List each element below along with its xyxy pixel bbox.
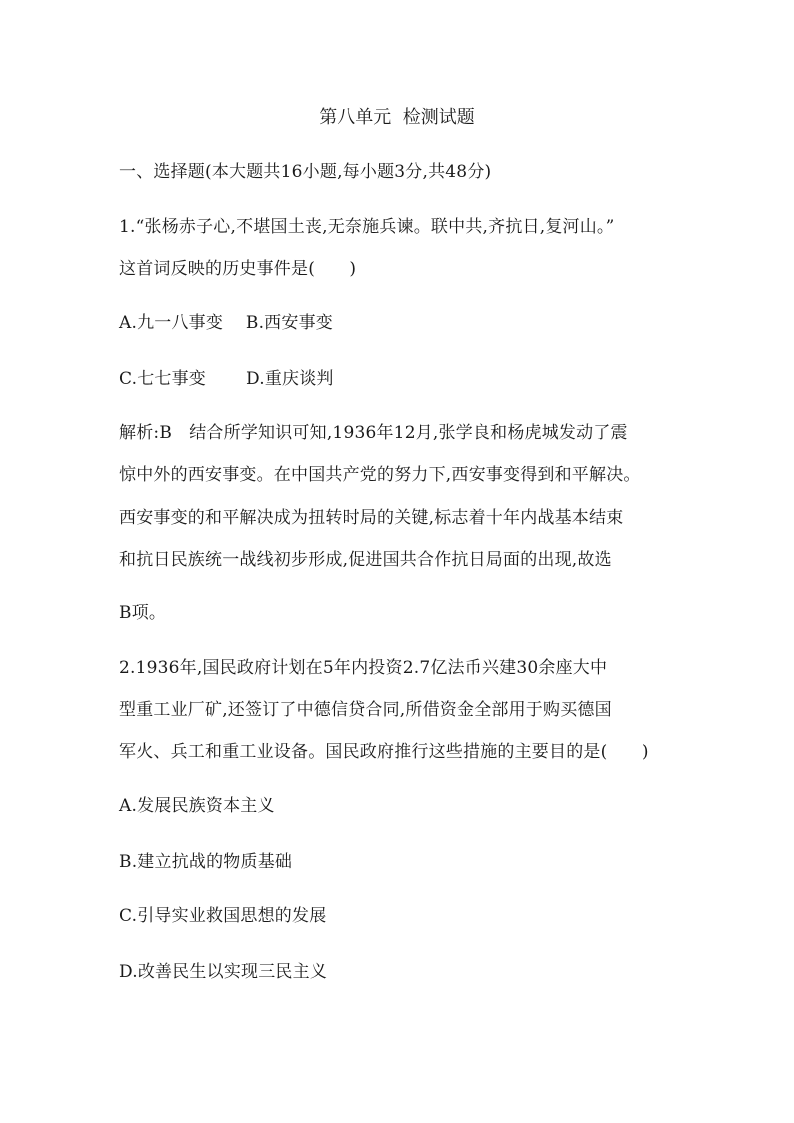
page-title: 第八单元 检测试题 xyxy=(319,107,475,128)
question-1-stem-line-2: 这首词反映的历史事件是( ) xyxy=(119,259,357,279)
question-2-stem-line-1: 2.1936年,国民政府计划在5年内投资2.7亿法币兴建30余座大中 xyxy=(119,658,608,678)
question-2-option-a: A.发展民族资本主义 xyxy=(119,796,275,816)
question-2-stem-line-2: 型重工业厂矿,还签订了中德信贷合同,所借资金全部用于购买德国 xyxy=(119,700,612,720)
question-2-option-d: D.改善民生以实现三民主义 xyxy=(119,962,328,982)
analysis-line-3: 西安事变的和平解决成为扭转时局的关键,标志着十年内战基本结束 xyxy=(119,508,624,528)
analysis-line-1: 解析:B 结合所学知识可知,1936年12月,张学良和杨虎城发动了震 xyxy=(119,423,628,443)
question-1-options-row-1: A.九一八事变 B.西安事变 xyxy=(119,313,333,333)
question-2-option-b: B.建立抗战的物质基础 xyxy=(119,852,293,872)
question-2-option-c: C.引导实业救国思想的发展 xyxy=(119,906,327,926)
analysis-line-5: B项。 xyxy=(119,603,167,623)
question-1-stem-line-1: 1.“张杨赤子心,不堪国土丧,无奈施兵谏。联中共,齐抗日,复河山。” xyxy=(119,217,615,237)
analysis-line-4: 和抗日民族统一战线初步形成,促进国共合作抗日局面的出现,故选 xyxy=(119,550,612,570)
question-2-stem-line-3: 军火、兵工和重工业设备。国民政府推行这些措施的主要目的是( ) xyxy=(119,742,649,762)
section-heading: 一、选择题(本大题共16小题,每小题3分,共48分) xyxy=(119,162,492,182)
question-1-options-row-2: C.七七事变 D.重庆谈判 xyxy=(119,369,334,389)
analysis-line-2: 惊中外的西安事变。在中国共产党的努力下,西安事变得到和平解决。 xyxy=(119,465,641,485)
